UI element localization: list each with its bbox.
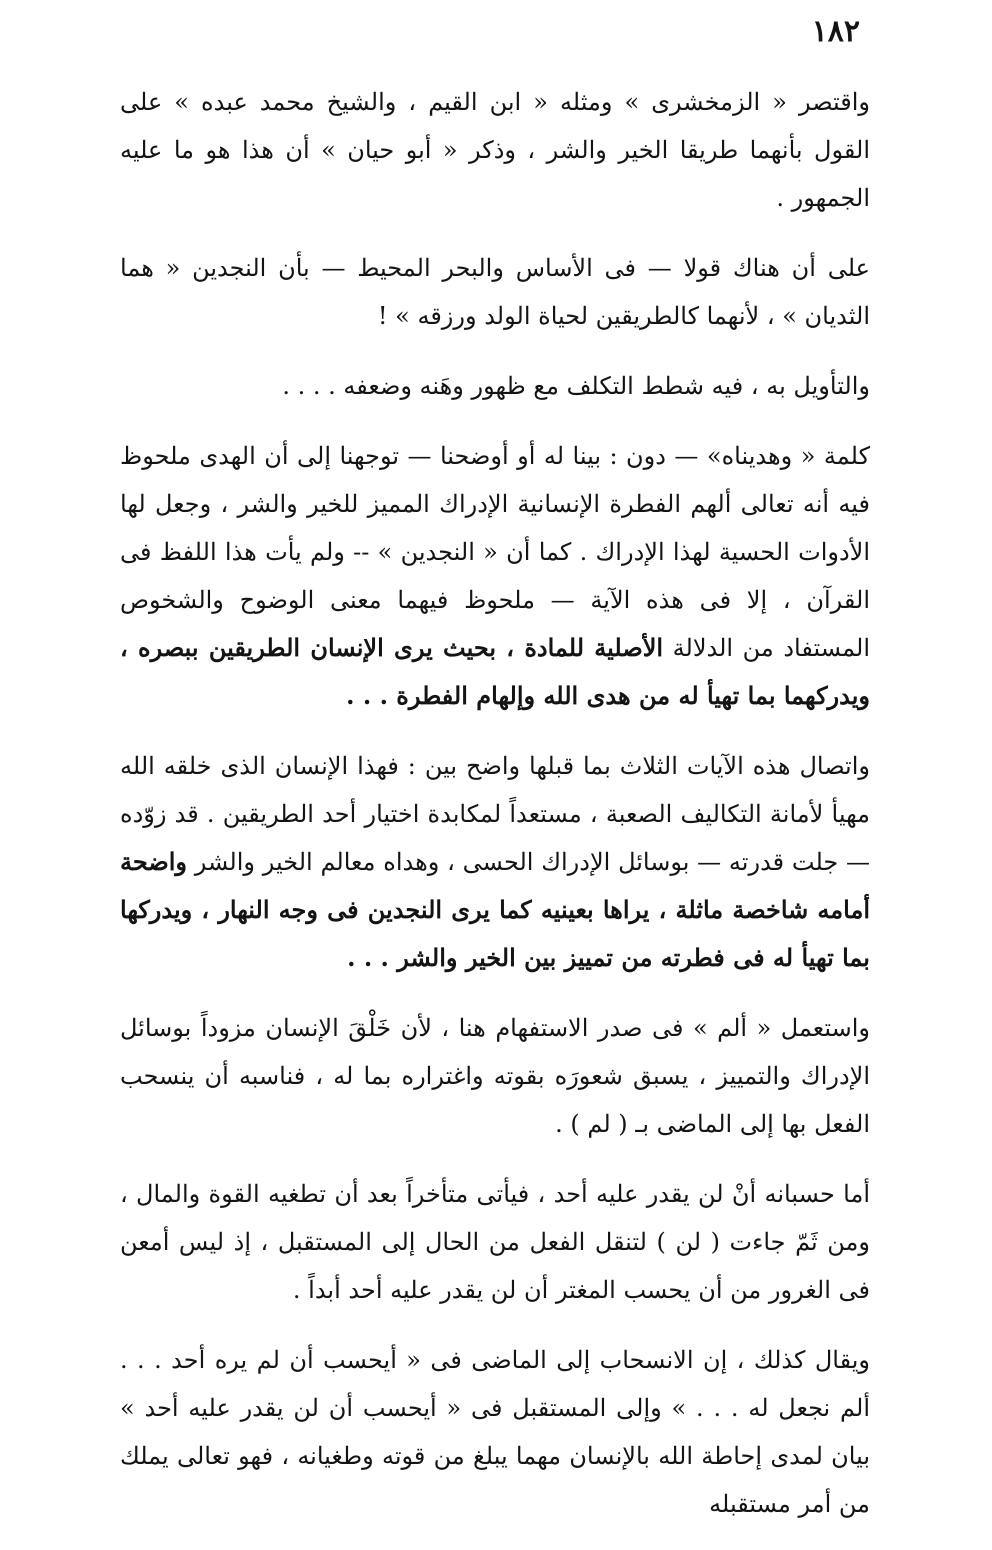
page-number: ١٨٢ <box>811 14 860 49</box>
paragraph-2 <box>120 244 870 340</box>
paragraph-5 <box>120 742 870 982</box>
paragraph-4 <box>120 432 870 720</box>
page-body <box>120 78 870 1550</box>
paragraph-text: واستعمل « ألم » فى صدر الاستفهام هنا ، لأن خَلْقَ الإنسان مزوداً بوسائل الإدراك والتمييز ، يسبق شعورَه بقوته واغتراره بما له ، فناسبه أن ينسحب الفعل بها إلى الماضى بـ ( لم ) . <box>120 1014 870 1138</box>
paragraph-text: واتصال هذه الآيات الثلاث بما قبلها واضح بين : فهذا الإنسان الذى خلقه الله مهيأ لأمانة التكاليف الصعبة ، مستعداً لمكابدة اختيار أحد الطريقين . قد زوّده — جلت قدرته — بوسائل الإدراك الحسى ، وهداه معالم الخير والشر <box>120 752 870 876</box>
paragraph-text: أما حسبانه أنْ لن يقدر عليه أحد ، فيأتى متأخراً بعد أن تطغيه القوة والمال ، ومن ثَمّ جاءت ( لن ) لتنقل الفعل من الحال إلى المستقبل ، إذ ليس أمعن فى الغرور من أن يحسب المغتر أن لن يقدر عليه أحد أبداً . <box>120 1180 870 1304</box>
paragraph-text: ويقال كذلك ، إن الانسحاب إلى الماضى فى « أيحسب أن لم يره أحد . . . ألم نجعل له . . . » وإلى المستقبل فى « أيحسب أن لن يقدر عليه أحد » بيان لمدى إحاطة الله بالإنسان مهما يبلغ من قوته وطغيانه ، فهو تعالى يملك من أمر مستقبله <box>120 1346 870 1518</box>
paragraph-text: واقتصر « الزمخشرى » ومثله « ابن القيم ، والشيخ محمد عبده » على القول بأنهما طريقا الخير والشر ، وذكر « أبو حيان » أن هذا هو ما عليه الجمهور . <box>120 88 870 212</box>
paragraph-bold-text: الأصلية للمادة ، بحيث يرى الإنسان الطريقين ببصره ، ويدركهما بما تهيأ له من هدى الله وإلهام الفطرة . . . <box>120 633 870 710</box>
paragraph-3 <box>120 362 870 410</box>
paragraph-6 <box>120 1004 870 1148</box>
paragraph-bold-text: واضحة أمامه شاخصة ماثلة ، يراها بعينيه كما يرى النجدين فى وجه النهار ، ويدركها بما تهيأ له فى فطرته من تمييز بين الخير والشر . . . <box>120 847 870 972</box>
paragraph-text: على أن هناك قولا — فى الأساس والبحر المحيط — بأن النجدين « هما الثديان » ، لأنهما كالطريقين لحياة الولد ورزقه » ! <box>120 254 870 330</box>
paragraph-1 <box>120 78 870 222</box>
paragraph-text: كلمة « وهديناه» — دون : بينا له أو أوضحنا — توجهنا إلى أن الهدى ملحوظ فيه أنه تعالى ألهم الفطرة الإنسانية الإدراك المميز للخير والشر ، وجعل لها الأدوات الحسية لهذا الإدراك . كما أن « النجدين » -- ولم يأت هذا اللفظ فى القرآن ، إلا فى هذه الآية — ملحوظ فيهما معنى الوضوح والشخوص المستفاد من الدلالة <box>120 442 870 662</box>
paragraph-text: والتأويل به ، فيه شطط التكلف مع ظهور وهَنه وضعفه . . . . <box>282 372 870 400</box>
paragraph-8 <box>120 1336 870 1528</box>
paragraph-7 <box>120 1170 870 1314</box>
